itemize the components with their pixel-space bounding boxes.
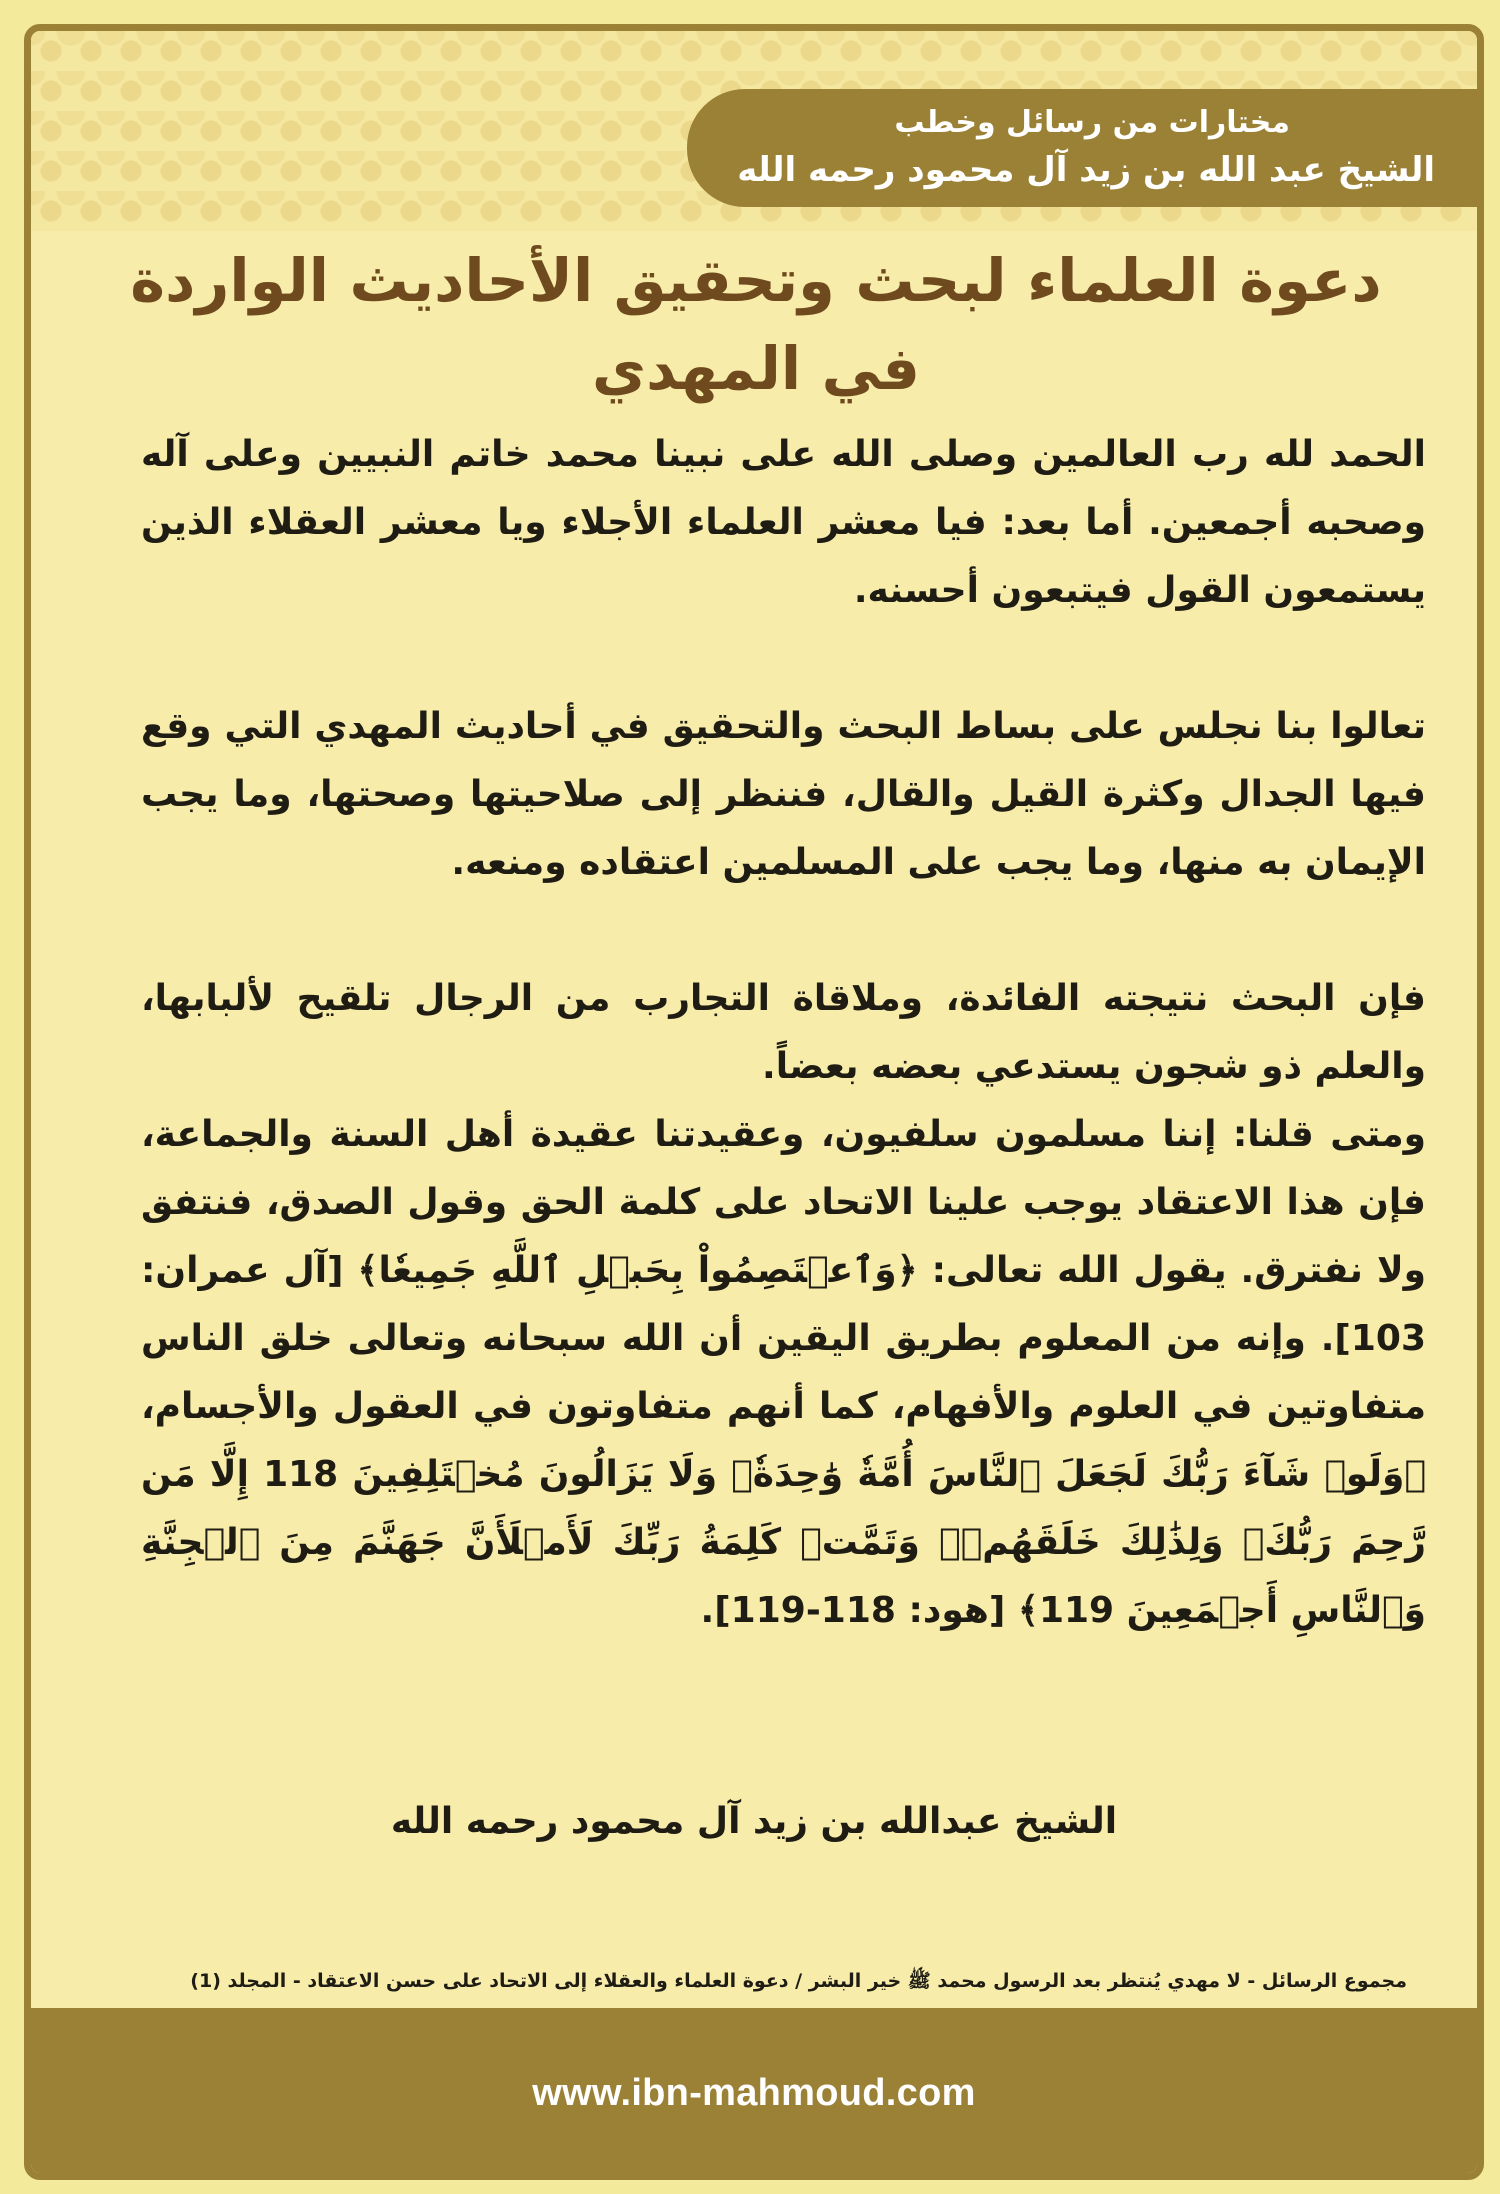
series-header <box>687 89 1477 207</box>
paragraph-4: ومتى قلنا: إننا مسلمون سلفيون، وعقيدتنا عقيدة أهل السنة والجماعة، فإن هذا الاعتقاد يوجب علينا الاتحاد على كلمة الحق وقول الصدق، فنتفق ولا نفترق. يقول الله تعالى: ﴿وَٱعۡتَصِمُواْ بِحَبۡلِ ٱللَّهِ جَمِيعٗا﴾ [آل عمران: 103]. وإنه من المعلوم بطريق اليقين أن الله سبحانه وتعالى خلق الناس متفاوتين في العلوم والأفهام، كما أنهم متفاوتون في العقول والأجسام، ﴿وَلَوۡ شَآءَ رَبُّكَ لَجَعَلَ ٱلنَّاسَ أُمَّةٗ وَٰحِدَةٗۖ وَلَا يَزَالُونَ مُخۡتَلِفِينَ 118 إِلَّا مَن رَّحِمَ رَبُّكَۚ وَلِذَٰلِكَ خَلَقَهُمۡۗ وَتَمَّتۡ كَلِمَةُ رَبِّكَ لَأَمۡلَأَنَّ جَهَنَّمَ مِنَ ٱلۡجِنَّةِ وَٱلنَّاسِ أَجۡمَعِينَ 119﴾ [هود: 118-119]. <box>141 1114 1426 1631</box>
signature: الشيخ عبدالله بن زيد آل محمود رحمه الله <box>390 1801 1118 1842</box>
author-name: الشيخ عبد الله بن زيد آل محمود رحمه الله <box>737 150 1435 190</box>
series-title: مختارات من رسائل وخطب <box>894 105 1290 140</box>
paragraph-1: الحمد لله رب العالمين وصلى الله على نبينا محمد خاتم النبيين وعلى آله وصحبه أجمعين. أما بعد: فيا معشر العلماء الأجلاء ويا معشر العقلاء الذين يستمعون القول فيتبعون أحسنه. <box>141 434 1426 611</box>
footer-bar <box>31 2008 1477 2173</box>
website-link[interactable]: www.ibn-mahmoud.com <box>532 2072 976 2114</box>
paragraph-gap <box>141 625 1426 693</box>
paragraph-gap <box>141 897 1426 965</box>
paragraph-2: تعالوا بنا نجلس على بساط البحث والتحقيق في أحاديث المهدي التي وقع فيها الجدال وكثرة القيل والقال، فننظر إلى صلاحيتها وصحتها، وما يجب الإيمان به منها، وما يجب على المسلمين اعتقاده ومنعه. <box>141 706 1426 883</box>
paragraph-3: فإن البحث نتيجته الفائدة، وملاقاة التجارب من الرجال تلقيح لألبابها، والعلم ذو شجون يستدعي بعضه بعضاً. <box>141 978 1426 1087</box>
article-title: دعوة العلماء لبحث وتحقيق الأحاديث الواردة في المهدي <box>130 246 1382 403</box>
article-body <box>141 421 1426 1645</box>
page-frame <box>24 24 1484 2180</box>
source-footnote: مجموع الرسائل - لا مهدي يُنتظر بعد الرسول محمد ﷺ خير البشر / دعوة العلماء والعقلاء إلى الاتحاد على حسن الاعتقاد - المجلد (1) <box>190 1970 1407 1992</box>
